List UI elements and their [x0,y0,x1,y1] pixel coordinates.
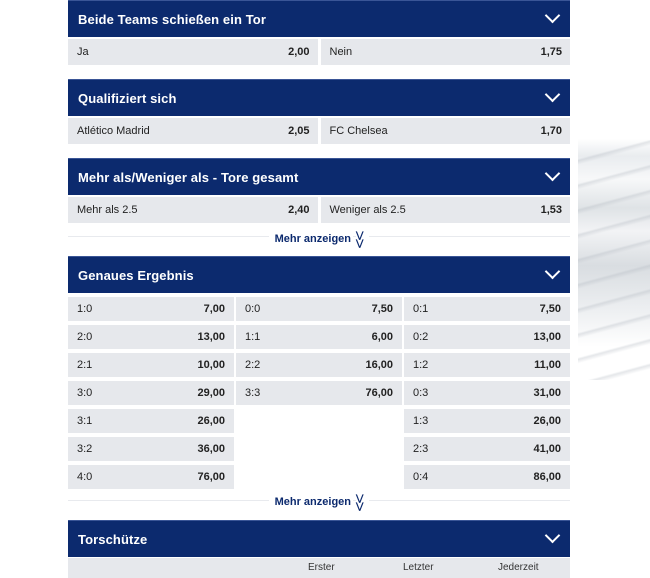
column-header-first: Erster [308,562,335,573]
odds-value: 76,00 [365,387,393,399]
score-label: 2:0 [77,331,93,343]
odds-value: 11,00 [534,359,561,371]
option-label: Atlético Madrid [77,125,150,137]
show-more-link[interactable] [68,494,570,510]
chevron-down-icon[interactable] [545,8,561,24]
odds-value: 41,00 [533,443,561,455]
odds-button-score[interactable] [236,353,402,377]
odds-value: 29,00 [197,387,225,399]
score-label: 0:3 [413,387,429,399]
odds-value: 7,00 [203,303,225,315]
chevron-down-icon[interactable] [545,528,561,544]
odds-value: 31,00 [533,387,561,399]
market-header-goalscorer[interactable] [68,520,570,557]
score-label: 2:3 [413,443,429,455]
market-header-both-teams-score[interactable] [68,0,570,37]
score-label: 1:2 [413,359,429,371]
option-label: Weniger als 2.5 [329,204,406,216]
odds-button-score[interactable] [68,465,234,489]
odds-button-ja[interactable] [68,39,318,65]
score-label: 1:1 [245,331,261,343]
odds-button-score[interactable] [68,297,234,321]
odds-value: 10,00 [197,359,225,371]
odds-button-nein[interactable] [321,39,571,65]
odds-value: 1,70 [540,125,562,137]
odds-value: 6,00 [371,331,393,343]
odds-value: 7,50 [371,303,393,315]
odds-button-score[interactable] [236,325,402,349]
odds-button-score[interactable] [68,409,234,433]
show-more-label: Mehr anzeigen [269,496,353,508]
odds-button-score[interactable] [68,437,234,461]
background-decoration [578,0,650,578]
option-label: Ja [77,46,89,58]
market-header-qualify[interactable] [68,79,570,116]
score-label: 2:2 [245,359,261,371]
odds-value: 2,00 [288,46,310,58]
double-chevron-down-icon: ⋁ ⋁ [356,494,369,510]
market-row-both-teams-score [68,39,570,65]
odds-button-score[interactable] [404,325,570,349]
market-title: Qualifiziert sich [78,90,177,106]
odds-button-score[interactable] [236,297,402,321]
show-more-link[interactable] [68,231,570,247]
odds-button-score[interactable] [68,353,234,377]
market-title: Beide Teams schießen ein Tor [78,11,266,27]
column-header-last: Letzter [403,562,434,573]
score-label: 1:0 [77,303,93,315]
double-chevron-down-icon: ⋁ ⋁ [356,231,369,247]
market-row-qualify [68,118,570,144]
market-header-correct-score[interactable] [68,256,570,293]
odds-value: 36,00 [197,443,225,455]
odds-button-score[interactable] [236,381,402,405]
odds-button-score[interactable] [404,465,570,489]
option-label: Nein [329,46,353,58]
odds-button-score[interactable] [68,325,234,349]
odds-value: 2,40 [288,204,310,216]
odds-value: 86,00 [533,471,561,483]
market-header-over-under[interactable] [68,158,570,195]
odds-value: 7,50 [539,303,561,315]
odds-value: 76,00 [197,471,225,483]
option-label: FC Chelsea [329,125,388,137]
score-label: 3:2 [77,443,93,455]
score-label: 4:0 [77,471,93,483]
score-label: 3:1 [77,415,93,427]
score-label: 1:3 [413,415,429,427]
score-label: 0:4 [413,471,429,483]
show-more-label: Mehr anzeigen [269,233,353,245]
odds-button-score[interactable] [404,437,570,461]
score-label: 3:3 [245,387,261,399]
odds-button-atletico[interactable] [68,118,318,144]
goalscorer-column-headers [68,558,570,578]
odds-value: 1,75 [540,46,562,58]
market-title: Mehr als/Weniger als - Tore gesamt [78,169,299,185]
odds-value: 26,00 [533,415,561,427]
odds-button-chelsea[interactable] [321,118,571,144]
odds-button-score[interactable] [404,297,570,321]
odds-value: 26,00 [197,415,225,427]
score-label: 0:1 [413,303,429,315]
odds-button-score[interactable] [404,409,570,433]
chevron-down-icon[interactable] [545,87,561,103]
market-row-over-under [68,197,570,223]
score-label: 3:0 [77,387,93,399]
odds-value: 1,53 [540,204,562,216]
odds-value: 2,05 [288,125,310,137]
column-header-anytime: Jederzeit [498,562,539,573]
score-label: 0:2 [413,331,429,343]
odds-button-score[interactable] [404,381,570,405]
chevron-down-icon[interactable] [545,264,561,280]
score-label: 2:1 [77,359,93,371]
score-label: 0:0 [245,303,261,315]
option-label: Mehr als 2.5 [77,204,138,216]
chevron-down-icon[interactable] [545,166,561,182]
market-title: Torschütze [78,531,148,547]
odds-button-over[interactable] [68,197,318,223]
odds-value: 16,00 [365,359,393,371]
odds-button-under[interactable] [321,197,571,223]
odds-value: 13,00 [533,331,561,343]
correct-score-grid [68,297,570,489]
odds-button-score[interactable] [68,381,234,405]
odds-value: 13,00 [197,331,225,343]
market-title: Genaues Ergebnis [78,267,194,283]
odds-button-score[interactable] [404,353,570,377]
